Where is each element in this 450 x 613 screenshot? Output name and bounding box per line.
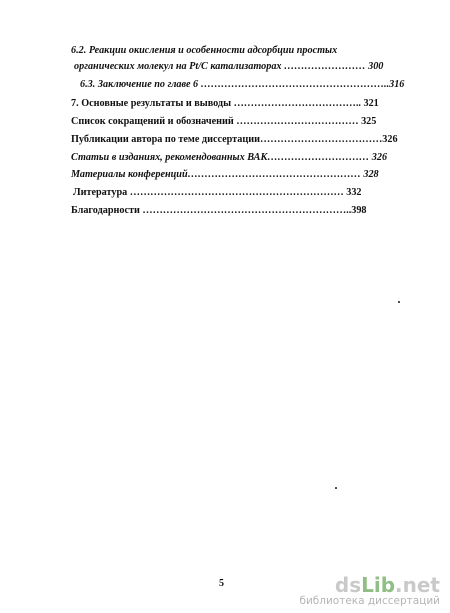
toc-entry-6-2-line2: органических молекул на Pt/C катализаторах …………………… 300 — [74, 61, 384, 72]
toc-entry-6-3: 6.3. Заключение по главе 6 ………………………………………………..316 — [80, 79, 405, 90]
toc-entry-publications: Публикации автора по теме диссертации………………………………326 — [71, 134, 398, 145]
page-number: 5 — [219, 578, 224, 589]
toc-entry-abbreviations: Список сокращений и обозначений ……………………………… 325 — [71, 116, 377, 127]
watermark — [299, 575, 440, 607]
scan-speck — [335, 487, 337, 489]
toc-entry-literature: Литература ……………………………………………………… 332 — [73, 187, 362, 198]
watermark-subtitle: библиотека диссертаций — [299, 595, 440, 607]
watermark-logo-suffix: .net — [395, 573, 440, 597]
watermark-logo — [299, 575, 440, 595]
toc-entry-6-2-line1: 6.2. Реакции окисления и особенности адсорбции простых — [71, 45, 338, 56]
toc-entry-vak-articles: Статьи в изданиях, рекомендованных ВАК………………………… 326 — [71, 152, 388, 163]
toc-entry-conference-materials: Материалы конференций…………………………………………… 328 — [71, 169, 379, 180]
toc-entry-acknowledgements: Благодарности ……………………………………………………..398 — [71, 205, 367, 216]
scan-speck — [398, 301, 400, 303]
watermark-logo-lib: Lib — [361, 573, 396, 597]
watermark-logo-prefix: ds — [334, 573, 362, 597]
toc-entry-chapter-7: 7. Основные результаты и выводы ……………………………….. 321 — [71, 98, 379, 109]
